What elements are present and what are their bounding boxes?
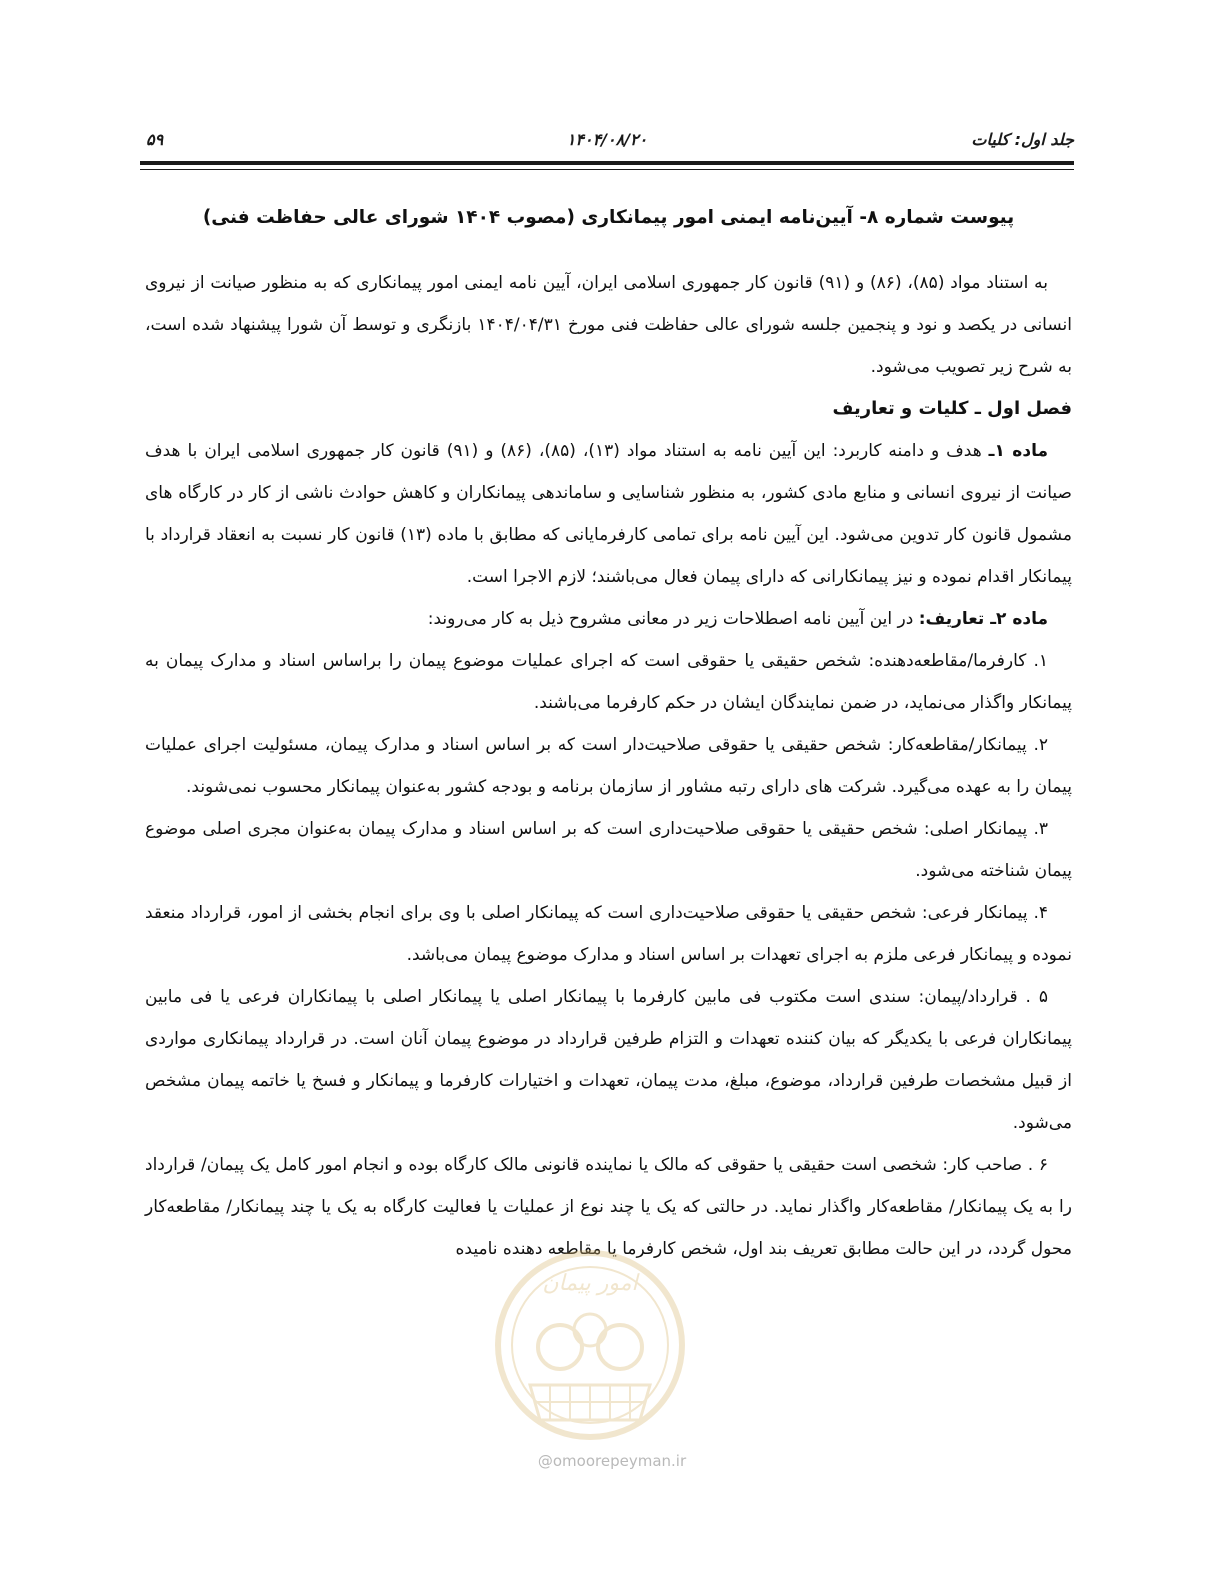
header-rule-thin <box>140 169 1074 170</box>
volume-title: جلد اول: کلیات <box>971 130 1074 149</box>
document-title: پیوست شماره ۸- آیین‌نامه ایمنی امور پیمانکاری (مصوب ۱۴۰۴ شورای عالی حفاظت فنی) <box>202 207 1015 228</box>
article-2 <box>145 598 1072 640</box>
article-1-label: ماده ۱ـ <box>988 441 1048 461</box>
page-number: ۵۹ <box>146 130 164 149</box>
definition-item: ۲. پیمانکار/مقاطعه‌کار: شخص حقیقی یا حقوقی صلاحیت‌دار است که بر اساس اسناد و مدارک پیمان، مسئولیت اجرای عملیات پیمان را به عهده می‌گیرد. شرکت های دارای رتبه مشاور از سازمان برنامه و بودجه کشور به‌عنوان پیمانکار محسوب نمی‌شوند. <box>145 735 1072 797</box>
intro-paragraph: به استناد مواد (۸۵)، (۸۶) و (۹۱) قانون کار جمهوری اسلامی ایران، آیین نامه ایمنی امور پیمانکاری که به منظور صیانت از نیروی انسانی در یکصد و نود و پنجمین جلسه شورای عالی حفاظت فنی مورخ ۱۴۰۴/۰۴/۳۱ بازنگری و توسط آن شورا پیشنهاد شده است، به شرح زیر تصویب می‌شود. <box>145 273 1072 377</box>
header-date: ۱۴۰۴/۰۸/۲۰ <box>566 130 648 149</box>
definition-item: ۴. پیمانکار فرعی: شخص حقیقی یا حقوقی صلاحیت‌داری است که پیمانکار اصلی با وی برای انجام بخشی از امور، قرارداد منعقد نموده و پیمانکار فرعی ملزم به اجرای تعهدات بر اساس اسناد و مدارک موضوع پیمان می‌باشد. <box>145 903 1072 965</box>
document-body <box>145 200 1072 1270</box>
watermark-logo-text: امور پیمان <box>542 1271 638 1296</box>
page-header <box>140 130 1074 158</box>
watermark-handle: @omoorepeyman.ir <box>537 1452 687 1470</box>
article-2-text: در این آیین نامه اصطلاحات زیر در معانی مشروح ذیل به کار می‌روند: <box>427 609 919 629</box>
article-1 <box>145 430 1072 598</box>
definition-item: ۵ . قرارداد/پیمان: سندی است مکتوب فی مابین کارفرما با پیمانکار اصلی یا پیمانکار اصلی با پیمانکاران فرعی یا فی مابین پیمانکاران فرعی با یکدیگر که بیان کننده تعهدات و التزام طرفین قرارداد در موضوع پیمان آنان است. در قرارداد پیمانکاری مواردی از قبیل مشخصات طرفین قرارداد، موضوع، مبلغ، مدت پیمان، تعهدات و اختیارات کارفرما و پیمانکار و فسخ یا خاتمه پیمان مشخص می‌شود. <box>145 987 1072 1133</box>
definition-item: ۶ . صاحب کار: شخصی است حقیقی یا حقوقی که مالک یا نماینده قانونی مالک کارگاه بوده و انجام امور کامل یک پیمان/ قرارداد را به یک پیمانکار/ مقاطعه‌کار واگذار نماید. در حالتی که یک یا چند نوع از عملیات یا فعالیت کارگاه به یک یا چند پیمانکار/ مقاطعه‌کار محول گردد، در این حالت مطابق تعریف بند اول، شخص کارفرما یا مقاطعه دهنده نامیده <box>145 1155 1072 1259</box>
definition-item: ۳. پیمانکار اصلی: شخص حقیقی یا حقوقی صلاحیت‌داری است که بر اساس اسناد و مدارک پیمان به‌عنوان مجری اصلی موضوع پیمان شناخته می‌شود. <box>145 819 1072 881</box>
header-rule-thick <box>140 161 1074 165</box>
article-1-text: هدف و دامنه کاربرد: این آیین نامه به استناد مواد (۱۳)، (۸۵)، (۸۶) و (۹۱) قانون کار جمهوری اسلامی ایران با هدف صیانت از نیروی انسانی و منابع مادی کشور، به منظور شناسایی و ساماندهی پیمانکاران و کاهش حوادث ناشی از کار در کارگاه های مشمول قانون کار تدوین می‌شود. این آیین نامه برای تمامی کارفرمایانی که مطابق با ماده (۱۳) قانون کار نسبت به انعقاد قرارداد با پیمانکار اقدام نموده و نیز پیمانکارانی که دارای پیمان فعال می‌باشند؛ لازم الاجرا است. <box>145 441 1073 587</box>
article-2-label: ماده ۲ـ تعاریف: <box>918 609 1048 629</box>
chapter-heading: فصل اول ـ کلیات و تعاریف <box>832 398 1072 419</box>
definition-item: ۱. کارفرما/مقاطعه‌دهنده: شخص حقیقی یا حقوقی است که اجرای عملیات موضوع پیمان را براساس اسناد و مدارک پیمان به پیمانکار واگذار می‌نماید، در ضمن نمایندگان ایشان در حکم کارفرما می‌باشند. <box>145 651 1072 713</box>
